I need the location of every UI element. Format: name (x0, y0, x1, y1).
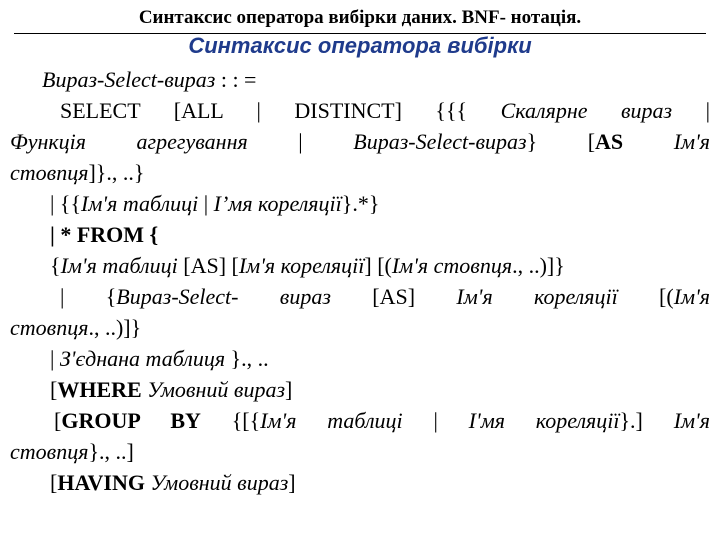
bnf-symbol: | { (60, 284, 117, 309)
bnf-symbol: ., ..)]} (512, 253, 565, 278)
bnf-term: стовпця (10, 315, 89, 340)
bnf-line-8 (10, 281, 710, 312)
bnf-symbol: ., ..)]} (88, 315, 142, 340)
bnf-keyword: AS (379, 284, 408, 309)
bnf-term: Ім'я кореляції (456, 284, 618, 309)
bnf-term: Вираз-Select-вираз (353, 129, 527, 154)
bnf-symbol: [ (50, 377, 58, 402)
bnf-line-9 (10, 312, 710, 343)
bnf-space (623, 129, 674, 154)
bnf-term: Ім'я таблиці (81, 191, 199, 216)
bnf-symbol: ] (288, 470, 296, 495)
bnf-line-2 (10, 95, 710, 126)
bnf-line-12 (10, 405, 710, 436)
slide-header: Синтаксис оператора вибірки даних. BNF- нотація. (138, 7, 582, 28)
bnf-line-14 (10, 467, 710, 498)
bnf-keyword: AS (595, 129, 624, 154)
bnf-line-10 (10, 343, 710, 374)
bnf-term: стовпця (10, 439, 89, 464)
bnf-symbol: | (402, 408, 469, 433)
bnf-term: Скалярне вираз (500, 98, 673, 123)
bnf-term: І’мя кореляції (213, 191, 342, 216)
bnf-keyword: SELECT [ALL | DISTINCT] {{{ (60, 98, 468, 123)
bnf-term: І'мя кореляції (468, 408, 620, 433)
bnf-symbol: [AS] [ (177, 253, 239, 278)
bnf-symbol: }.*} (341, 191, 380, 216)
bnf-symbol: } [ (526, 129, 596, 154)
bnf-symbol: [ (50, 470, 58, 495)
bnf-line-6 (10, 219, 710, 250)
bnf-symbol: ] [( (364, 253, 392, 278)
bnf-term: Ім'я (673, 284, 711, 309)
bnf-term: Ім'я стовпця (391, 253, 513, 278)
bnf-term: Умовний вираз (147, 377, 286, 402)
bnf-keyword: | * FROM { (50, 222, 159, 247)
bnf-term: Ім'я (673, 408, 710, 433)
bnf-line-1 (10, 64, 710, 95)
bnf-term: Функція агрегування (10, 129, 248, 154)
bnf-symbol: | (50, 346, 60, 371)
bnf-line-5 (10, 188, 710, 219)
bnf-syntax-block (10, 64, 710, 498)
bnf-symbol: { (50, 253, 61, 278)
bnf-symbol: | (672, 98, 710, 123)
bnf-symbol: [ (54, 408, 62, 433)
bnf-term: Вираз-Select- вираз (116, 284, 331, 309)
bnf-line-4 (10, 157, 710, 188)
bnf-symbol: ] (407, 284, 457, 309)
bnf-term: Ім'я (673, 129, 711, 154)
bnf-line-11 (10, 374, 710, 405)
bnf-term: З'єднана таблиця (59, 346, 226, 371)
bnf-symbol: }.] (619, 408, 674, 433)
bnf-symbol: | (198, 191, 214, 216)
bnf-term: Вираз-Select-вираз (42, 67, 216, 92)
bnf-symbol: ] (285, 377, 293, 402)
bnf-symbol: ]}., ..} (88, 160, 145, 185)
bnf-symbol: [( (617, 284, 674, 309)
bnf-line-7 (10, 250, 710, 281)
bnf-line-13 (10, 436, 710, 467)
bnf-term: Ім'я таблиці (260, 408, 403, 433)
bnf-symbol: | {{ (50, 191, 82, 216)
bnf-symbol: | (247, 129, 354, 154)
bnf-term: Умовний вираз (150, 470, 289, 495)
bnf-term: Ім'я кореляції (238, 253, 365, 278)
bnf-term: Ім'я таблиці (60, 253, 178, 278)
bnf-term: стовпця (10, 160, 89, 185)
bnf-symbol: }., ..] (88, 439, 134, 464)
bnf-symbol: {[{ (200, 408, 261, 433)
bnf-keyword: HAVING (57, 470, 145, 495)
bnf-symbol: }., .. (225, 346, 269, 371)
bnf-operator: : : = (215, 67, 257, 92)
slide-subtitle: Синтаксис оператора вибірки (188, 33, 532, 58)
bnf-symbol: [ (330, 284, 380, 309)
bnf-line-3 (10, 126, 710, 157)
bnf-keyword: GROUP BY (61, 408, 201, 433)
bnf-keyword: WHERE (57, 377, 142, 402)
